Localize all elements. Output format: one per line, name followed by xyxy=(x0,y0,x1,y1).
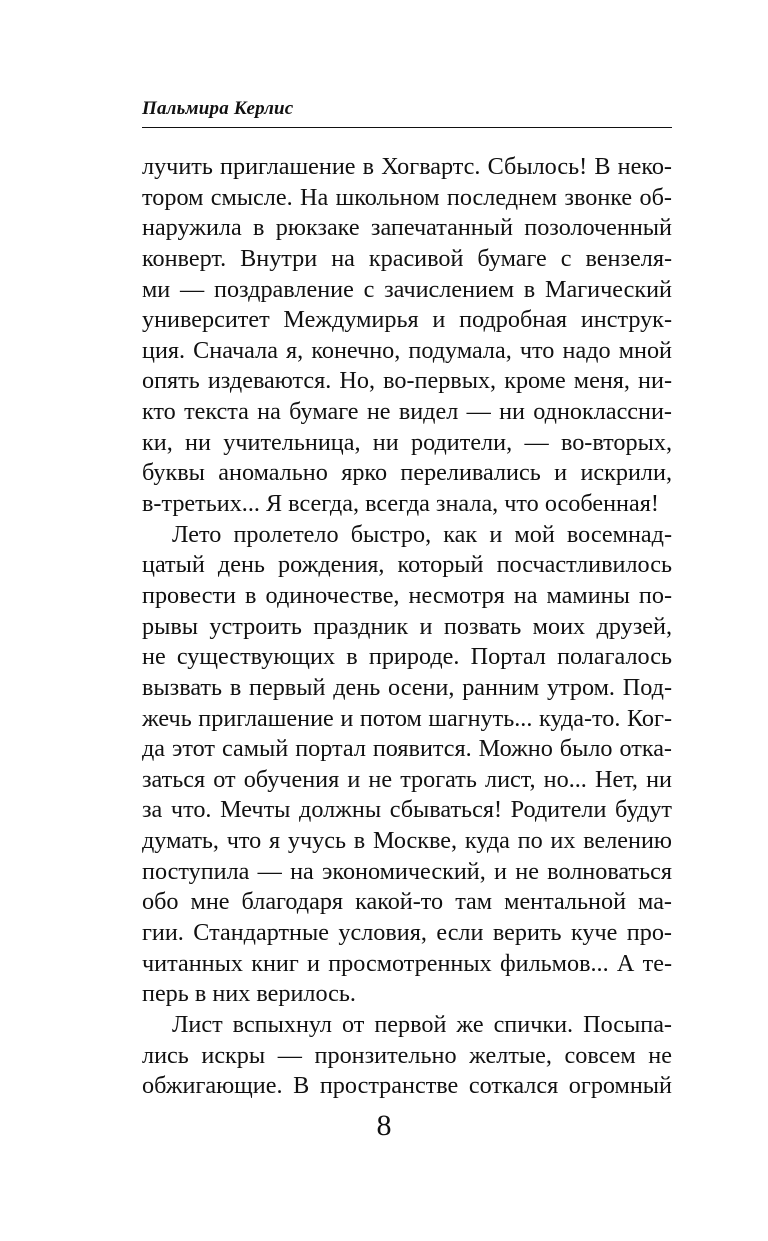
text-line: ми — поздравление с зачислением в Магический xyxy=(142,275,672,303)
text-line: заться от обучения и не трогать лист, но... Нет, ни xyxy=(142,765,672,793)
text-line: тором смысле. На школьном последнем звонке об- xyxy=(142,183,672,211)
text-line: думать, что я учусь в Москве, куда по их велению xyxy=(142,827,672,855)
text-line: за что. Мечты должны сбываться! Родители будут xyxy=(142,796,672,824)
paragraph xyxy=(142,520,672,1010)
header-rule xyxy=(142,127,672,128)
text-line: вызвать в первый день осени, ранним утром. Под- xyxy=(142,673,672,701)
text-line: рывы устроить праздник и позвать моих друзей, xyxy=(142,612,672,640)
text-line: гии. Стандартные условия, если верить куче про- xyxy=(142,919,672,947)
text-line: кто текста на бумаге не видел — ни одноклассни- xyxy=(142,398,672,426)
text-line: ки, ни учительница, ни родители, — во-вторых, xyxy=(142,428,672,456)
text-line: опять издеваются. Но, во-первых, кроме меня, ни- xyxy=(142,367,672,395)
paragraph xyxy=(142,152,672,520)
text-line: в-третьих... Я всегда, всегда знала, что особенная! xyxy=(142,490,659,518)
text-line: лучить приглашение в Хогвартс. Сбылось! В неко- xyxy=(142,153,672,180)
text-line: университет Междумирья и подробная инструк- xyxy=(142,306,672,334)
text-line: да этот самый портал появится. Можно было отка- xyxy=(142,735,672,763)
text-line: цатый день рождения, который посчастливилось xyxy=(142,551,672,579)
text-line: обжигающие. В пространстве соткался огромный xyxy=(142,1072,672,1100)
text-line: жечь приглашение и потом шагнуть... куда-то. Ког- xyxy=(142,704,672,732)
text-line: обо мне благодаря какой-то там ментальной ма- xyxy=(142,888,672,916)
text-line: конверт. Внутри на красивой бумаге с вензеля- xyxy=(142,244,672,272)
text-line: не существующих в природе. Портал полагалось xyxy=(142,643,672,671)
running-head: Пальмира Керлис xyxy=(142,98,294,119)
body-text xyxy=(142,152,672,1102)
text-line: перь в них верилось. xyxy=(142,980,356,1008)
text-line: лись искры — пронзительно желтые, совсем не xyxy=(142,1041,672,1069)
text-line: наружила в рюкзаке запечатанный позолоченный xyxy=(142,214,672,242)
paragraph xyxy=(142,1010,672,1102)
text-line: ция. Сначала я, конечно, подумала, что надо мной xyxy=(142,336,672,364)
text-line: Лист вспыхнул от первой же спички. Посыпа- xyxy=(172,1010,672,1038)
text-line: буквы аномально ярко переливались и искрили, xyxy=(142,459,672,487)
text-line: читанных книг и просмотренных фильмов... А те- xyxy=(142,949,672,977)
text-line: провести в одиночестве, несмотря на мамины по- xyxy=(142,581,672,609)
text-line: поступила — на экономический, и не волноваться xyxy=(142,857,672,885)
page-number: 8 xyxy=(376,1109,392,1142)
text-line: Лето пролетело быстро, как и мой восемнад- xyxy=(172,520,672,548)
